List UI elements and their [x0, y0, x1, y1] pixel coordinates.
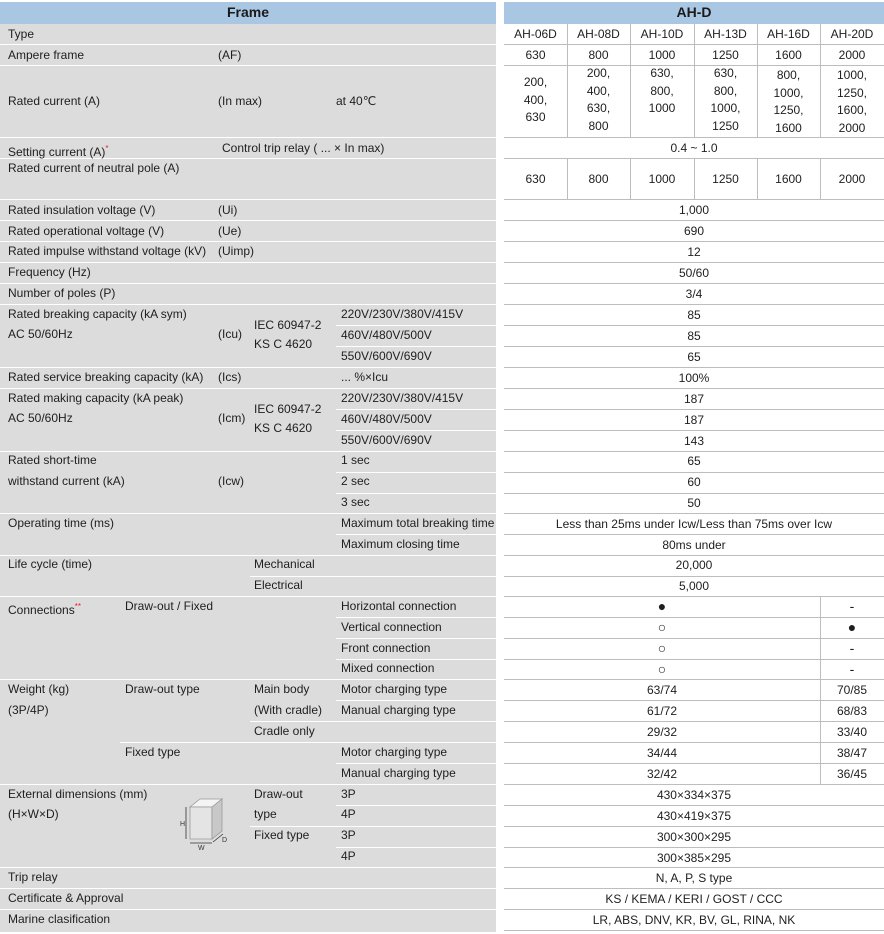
weight-main-value: 61/72 [646, 704, 678, 718]
conn-20d-mark: - [849, 640, 855, 656]
weight-main-value: 63/74 [646, 683, 678, 697]
label-drawout: Draw-out [254, 787, 303, 801]
rated-current-value: 800, 1000, 1250, 1600 [773, 68, 804, 135]
label-ac-2: AC 50/60Hz [8, 411, 73, 425]
icu-value: 65 [687, 350, 701, 364]
label-v1-icu: 220V/230V/380V/415V [341, 307, 464, 321]
label-ue: (Ue) [218, 224, 242, 238]
icm-value: 187 [683, 392, 705, 406]
af-value: 1250 [712, 48, 739, 62]
label-icw: (Icw) [218, 474, 244, 488]
label-pct-icu: ... %×Icu [341, 370, 389, 384]
model-header: AH-06D [514, 27, 557, 41]
label-control-trip: Control trip relay ( ... × In max) [222, 141, 385, 155]
conn-20d-mark: - [849, 661, 855, 677]
label-icu: (Icu) [218, 327, 242, 341]
label-operational: Rated operational voltage (V) [8, 224, 165, 238]
insulation-value: 1,000 [678, 203, 710, 217]
label-poles: Number of poles (P) [8, 286, 116, 300]
label-frequency: Frequency (Hz) [8, 265, 91, 279]
model-header: AH-16D [767, 27, 810, 41]
label-motor-1: Motor charging type [341, 682, 448, 696]
weight-20d-value: 33/40 [836, 725, 868, 739]
label-mechanical: Mechanical [254, 557, 315, 571]
label-electrical: Electrical [254, 578, 303, 592]
label-neutral: Rated current of neutral pole (A) [8, 161, 180, 175]
cube-w-label: W [198, 845, 205, 850]
label-motor-2: Motor charging type [341, 745, 448, 759]
label-hwd: (H×W×D) [8, 807, 59, 821]
model-header: AH-08D [577, 27, 620, 41]
label-max-close: Maximum closing time [341, 537, 460, 551]
label-3p-b: 3P [341, 828, 356, 842]
label-drawout-type: Draw-out type [125, 682, 200, 696]
label-v1-icm: 220V/230V/380V/415V [341, 391, 464, 405]
label-certificate: Certificate & Approval [8, 891, 124, 905]
label-type: Type [8, 27, 35, 41]
label-3p-a: 3P [341, 787, 356, 801]
ics-value: 100% [678, 371, 710, 385]
label-main-body: Main body [254, 682, 310, 696]
trip-relay-value: N, A, P, S type [655, 871, 733, 885]
label-ks-2: KS C 4620 [254, 421, 313, 435]
label-drawout-fixed: Draw-out / Fixed [125, 599, 214, 613]
label-manual-2: Manual charging type [341, 766, 456, 780]
label-sec3: 3 sec [341, 495, 370, 509]
label-af: (AF) [218, 48, 242, 62]
label-iec-1: IEC 60947-2 [254, 318, 322, 332]
model-header: AH-10D [640, 27, 684, 41]
icm-value: 187 [683, 413, 705, 427]
poles-value: 3/4 [685, 287, 703, 301]
label-sec1: 1 sec [341, 453, 370, 467]
label-weight: Weight (kg) [8, 682, 70, 696]
af-value: 630 [525, 48, 546, 62]
rated-current-value: 200, 400, 630, 800 [586, 66, 611, 133]
label-horizontal: Horizontal connection [341, 599, 457, 613]
neutral-value: 630 [525, 172, 546, 186]
label-short-time-2: withstand current (kA) [8, 474, 125, 488]
label-v2-icm: 460V/480V/500V [341, 412, 432, 426]
weight-20d-value: 70/85 [836, 683, 868, 697]
weight-20d-value: 68/83 [836, 704, 868, 718]
label-impulse: Rated impulse withstand voltage (kV) [8, 244, 207, 258]
label-marine: Marine clasification [8, 912, 111, 926]
label-cradle-only: Cradle only [254, 724, 315, 738]
weight-20d-value: 38/47 [836, 746, 868, 760]
model-header: AH-13D [704, 27, 747, 41]
certificate-value: KS / KEMA / KERI / GOST / CCC [605, 892, 783, 906]
neutral-value: 1600 [775, 172, 802, 186]
weight-main-value: 32/42 [646, 767, 678, 781]
label-connections: Connections** [8, 602, 81, 617]
label-ui: (Ui) [218, 203, 238, 217]
marine-value: LR, ABS, DNV, KR, BV, GL, RINA, NK [592, 913, 796, 927]
label-service: Rated service breaking capacity (kA) [8, 370, 204, 384]
conn-20d-mark: ● [847, 619, 857, 635]
label-type-word: type [254, 807, 277, 821]
max-close-value: 80ms under [662, 538, 726, 552]
label-ext-dim: External dimensions (mm) [8, 787, 148, 801]
af-value: 1600 [775, 48, 802, 62]
label-front: Front connection [341, 641, 431, 655]
label-ics: (Ics) [218, 370, 242, 384]
label-insulation: Rated insulation voltage (V) [8, 203, 156, 217]
label-v2-icu: 460V/480V/500V [341, 328, 432, 342]
dim-value: 300×385×295 [656, 851, 732, 865]
label-short-time-1: Rated short-time [8, 453, 97, 467]
label-mixed: Mixed connection [341, 661, 435, 675]
label-4p-a: 4P [341, 807, 356, 821]
label-in-max: (In max) [218, 94, 263, 108]
neutral-value: 1250 [712, 172, 739, 186]
conn-main-mark: ○ [657, 619, 667, 635]
weight-main-value: 29/32 [646, 725, 678, 739]
label-breaking: Rated breaking capacity (kA sym) [8, 307, 187, 321]
label-setting-current: Setting current (A)* [8, 144, 109, 159]
dim-value: 300×300×295 [656, 830, 732, 844]
label-ac-1: AC 50/60Hz [8, 327, 73, 341]
label-max-break: Maximum total breaking time [341, 516, 495, 530]
label-fixed-type: Fixed type [125, 745, 181, 759]
label-at40: at 40℃ [336, 94, 377, 108]
dimension-cube-icon [180, 795, 230, 850]
icw-value: 50 [687, 496, 701, 510]
frequency-value: 50/60 [678, 266, 710, 280]
neutral-value: 800 [588, 172, 609, 186]
setting-current-value: 0.4 ~ 1.0 [670, 141, 718, 155]
label-v3-icu: 550V/600V/690V [341, 349, 432, 363]
label-making: Rated making capacity (kA peak) [8, 391, 184, 405]
label-fixed-type-dim: Fixed type [254, 828, 310, 842]
label-ks-1: KS C 4620 [254, 337, 313, 351]
label-p34: (3P/4P) [8, 703, 49, 717]
mechanical-value: 20,000 [675, 558, 713, 572]
label-uimp: (Uimp) [218, 244, 254, 258]
label-4p-b: 4P [341, 849, 356, 863]
icm-value: 143 [683, 434, 705, 448]
rated-current-value: 630, 800, 1000, 1250 [710, 66, 741, 133]
af-value: 2000 [838, 48, 866, 62]
dim-value: 430×334×375 [656, 788, 732, 802]
label-with-cradle: (With cradle) [254, 703, 323, 717]
label-sec2: 2 sec [341, 474, 370, 488]
weight-20d-value: 36/45 [836, 767, 868, 781]
label-iec-2: IEC 60947-2 [254, 402, 322, 416]
label-operating-time: Operating time (ms) [8, 516, 115, 530]
label-trip-relay: Trip relay [8, 870, 58, 884]
cube-d-label: D [222, 837, 228, 844]
dim-value: 430×419×375 [656, 809, 732, 823]
rated-current-value: 1000, 1250, 1600, 2000 [836, 68, 868, 135]
max-break-value: Less than 25ms under Icw/Less than 75ms over Icw [555, 517, 833, 531]
electrical-value: 5,000 [678, 579, 710, 593]
cube-h-label: H [180, 821, 186, 828]
series-header: AH-D [504, 2, 884, 24]
label-rated-current: Rated current (A) [8, 94, 101, 108]
label-v3-icm: 550V/600V/690V [341, 433, 432, 447]
label-icm: (Icm) [218, 411, 246, 425]
rated-current-value: 630, 800, 1000 [648, 66, 676, 115]
neutral-value: 2000 [838, 172, 866, 186]
rated-current-value: 200, 400, 630 [523, 75, 548, 124]
conn-main-mark: ○ [657, 661, 667, 677]
icw-value: 65 [687, 454, 701, 468]
frame-header: Frame [0, 2, 496, 24]
af-value: 1000 [648, 48, 676, 62]
neutral-value: 1000 [648, 172, 676, 186]
icu-value: 85 [687, 329, 701, 343]
af-value: 800 [588, 48, 609, 62]
weight-main-value: 34/44 [646, 746, 678, 760]
operational-value: 690 [683, 224, 705, 238]
conn-20d-mark: - [849, 598, 855, 614]
conn-main-mark: ○ [657, 640, 667, 656]
label-life-cycle: Life cycle (time) [8, 557, 93, 571]
label-manual-1: Manual charging type [341, 703, 456, 717]
impulse-value: 12 [687, 245, 701, 259]
label-ampere-frame: Ampere frame [8, 48, 85, 62]
icw-value: 60 [687, 475, 701, 489]
conn-main-mark: ● [657, 598, 667, 614]
model-header: AH-20D [830, 27, 874, 41]
label-vertical: Vertical connection [341, 620, 442, 634]
icu-value: 85 [687, 308, 701, 322]
